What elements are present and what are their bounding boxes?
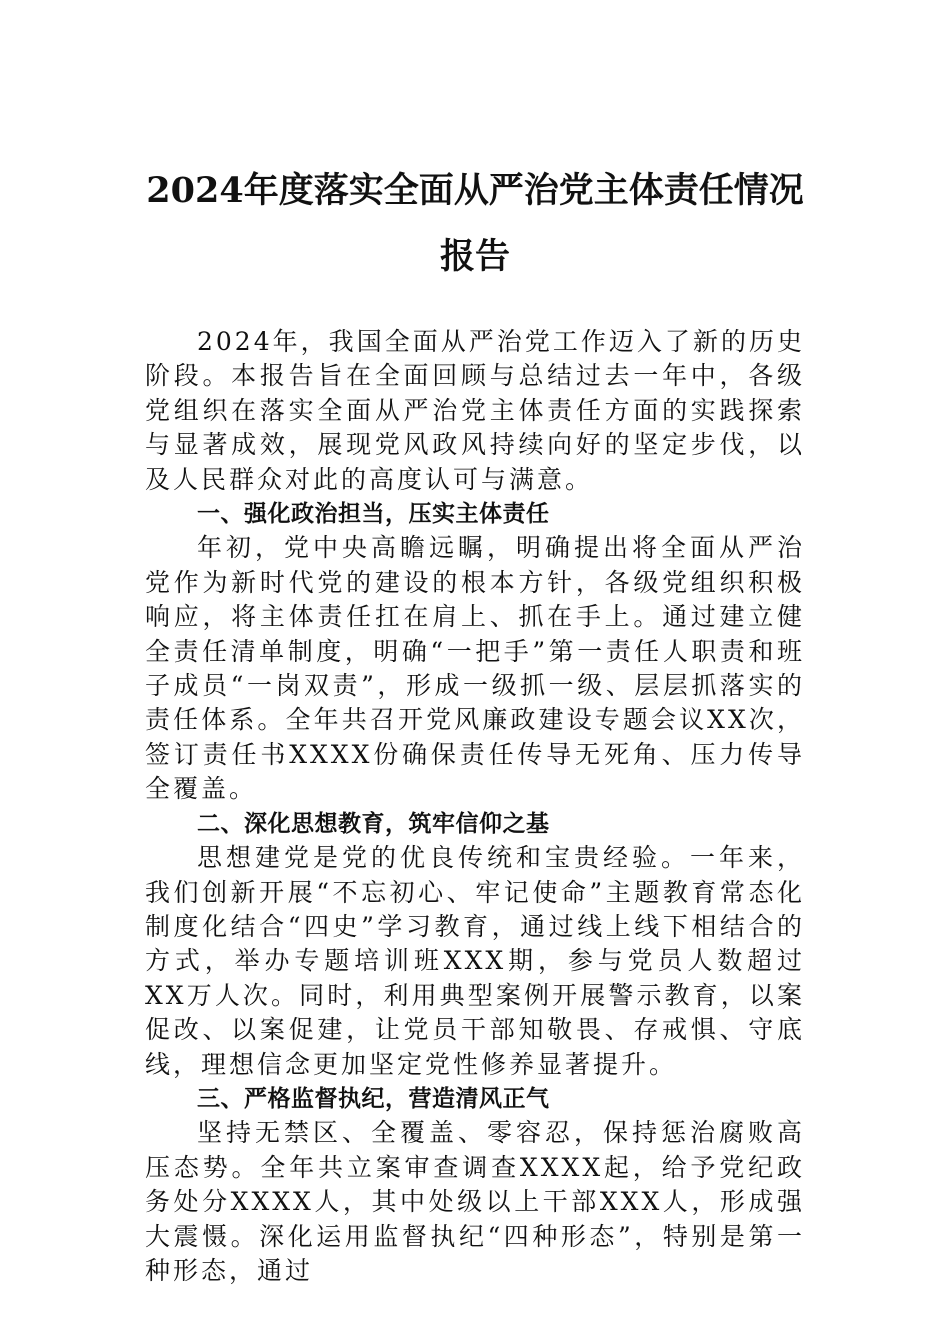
document-body [145,325,805,1288]
intro-paragraph: 2024年，我国全面从严治党工作迈入了新的历史阶段。本报告旨在全面回顾与总结过去一年中，各级党组织在落实全面从严治党主体责任方面的实践探索与显著成效，展现党风政风持续向好的坚定步伐，以及人民群众对此的高度认可与满意。 [145,327,805,494]
section-paragraph-2: 思想建党是党的优良传统和宝贵经验。一年来，我们创新开展“不忘初心、牢记使命”主题教育常态化制度化结合“四史”学习教育，通过线上线下相结合的方式，举办专题培训班XXX期，参与党员人数超过XX万人次。同时，利用典型案例开展警示教育，以案促改、以案促建，让党员干部知敬畏、存戒惧、守底线，理想信念更加坚定党性修养显著提升。 [145,843,805,1079]
section-heading-3: 三、严格监督执纪，营造清风正气 [197,1085,550,1112]
section-paragraph-3: 坚持无禁区、全覆盖、零容忍，保持惩治腐败高压态势。全年共立案审查调查XXXX起，给予党纪政务处分XXXX人，其中处级以上干部XXX人，形成强大震慑。深化运用监督执纪“四种形态”，特别是第一种形态，通过 [145,1118,805,1285]
title-line-2: 报告 [439,236,510,277]
section-paragraph-1: 年初，党中央高瞻远瞩，明确提出将全面从严治党作为新时代党的建设的根本方针，各级党组织积极响应，将主体责任扛在肩上、抓在手上。通过建立健全责任清单制度，明确“一把手”第一责任人职责和班子成员“一岗双责”，形成一级抓一级、层层抓落实的责任体系。全年共召开党风廉政建设专题会议XX次，签订责任书XXXX份确保责任传导无死角、压力传导全覆盖。 [145,533,805,804]
document-title [145,158,805,290]
section-heading-2: 二、深化思想教育，筑牢信仰之基 [197,810,550,837]
title-line-1: 2024年度落实全面从严治党主体责任情况 [146,170,804,211]
section-heading-1: 一、强化政治担当，压实主体责任 [197,501,550,528]
